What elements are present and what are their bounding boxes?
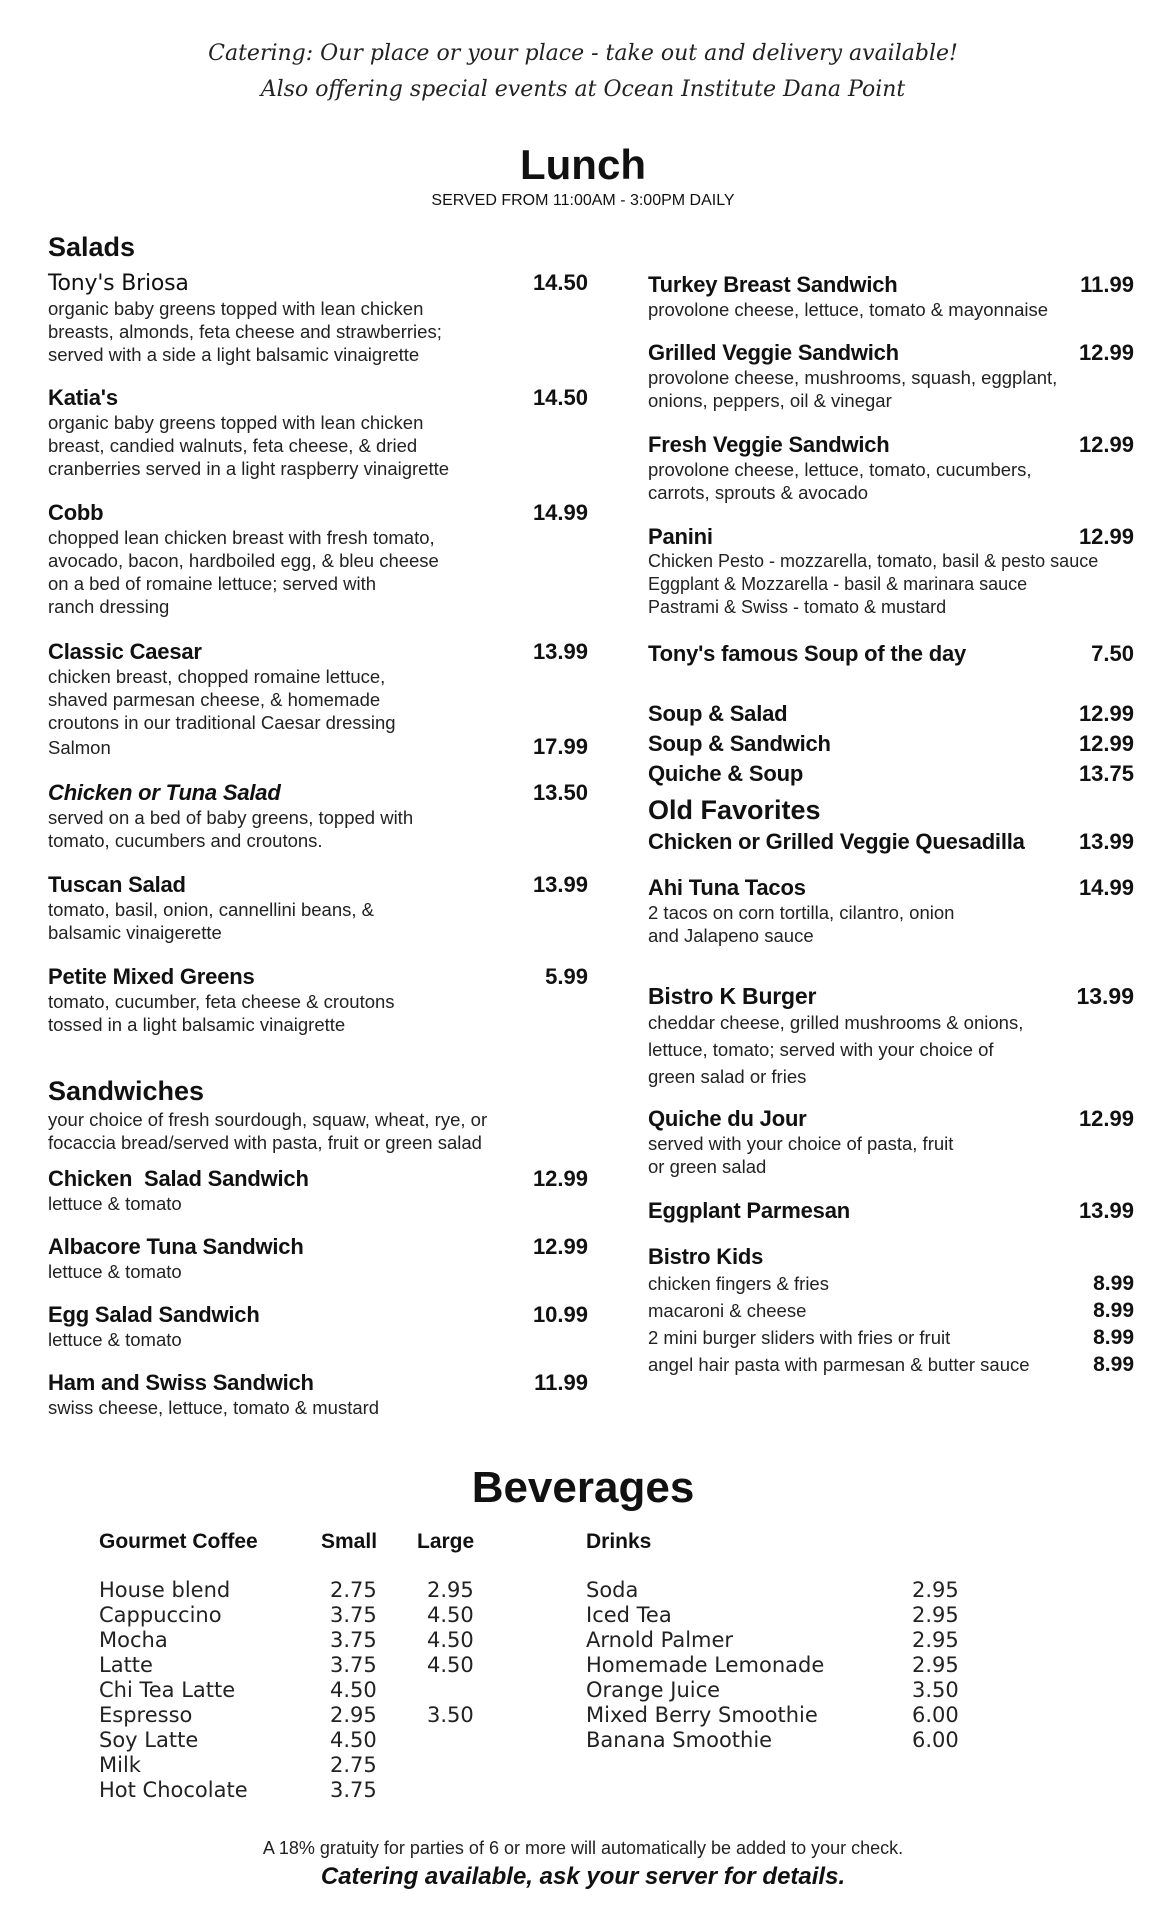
coffee-name: House blend [99, 1578, 231, 1602]
item-name: Turkey Breast Sandwich [648, 272, 898, 297]
item-name: Soup & Salad [648, 701, 788, 726]
coffee-name: Mocha [99, 1628, 168, 1652]
coffee-large-price: 3.50 [427, 1703, 474, 1727]
drink-name: Mixed Berry Smoothie [586, 1703, 818, 1727]
item-description: cheddar cheese, grilled mushrooms & onions, lettuce, tomato; served with your choice of green salad or fries [648, 1012, 1024, 1087]
menu-item-ham-swiss-sandwich [48, 1370, 588, 1419]
coffee-name: Chi Tea Latte [99, 1678, 236, 1702]
item-name: macaroni & cheese [648, 1300, 807, 1321]
item-price: 13.99 [532, 872, 588, 897]
kids-item [648, 1270, 1134, 1297]
menu-item-panini [648, 524, 1134, 619]
item-price: 8.99 [1093, 1326, 1134, 1349]
old-favorites-title: Old Favorites [648, 795, 821, 825]
item-price: 12.99 [1078, 340, 1134, 365]
item-description: lettuce & tomato [48, 1193, 182, 1214]
item-price: 7.50 [1091, 641, 1134, 666]
catering-note-bottom: Catering available, ask your server for details. [320, 1863, 846, 1890]
coffee-name: Espresso [99, 1703, 193, 1727]
menu-item-classic-caesar [48, 639, 588, 760]
item-name: Quiche du Jour [648, 1106, 807, 1131]
menu-item-egg-salad-sandwich [48, 1302, 588, 1351]
coffee-large-price [427, 1728, 474, 1753]
drink-name: Orange Juice [586, 1678, 721, 1702]
menu-item-cobb [48, 500, 588, 618]
item-price: 12.99 [532, 1166, 588, 1191]
menu-item-ahi-tuna-tacos [648, 875, 1134, 947]
kids-item [648, 1324, 1134, 1351]
coffee-large-price: 4.50 [427, 1628, 474, 1652]
item-price: 13.99 [1078, 1198, 1134, 1223]
coffee-small-price: 4.50 [330, 1678, 377, 1702]
menu-item-chicken-salad-sandwich [48, 1166, 588, 1215]
item-description: served with your choice of pasta, fruit or green salad [648, 1133, 954, 1177]
item-description: lettuce & tomato [48, 1329, 182, 1350]
coffee-large-price [427, 1753, 474, 1778]
menu-item-fresh-veggie-sandwich [648, 432, 1134, 504]
coffee-small-price: 3.75 [330, 1778, 377, 1802]
item-name: Katia's [48, 385, 118, 410]
coffee-small-price: 3.75 [330, 1628, 377, 1652]
drink-name: Banana Smoothie [586, 1728, 773, 1752]
catering-line-1: Catering: Our place or your place - take out and delivery available! [208, 41, 958, 66]
menu-item-chicken-tuna-salad [48, 780, 588, 852]
item-name: 2 mini burger sliders with fries or fruit [648, 1327, 951, 1348]
item-price: 13.99 [532, 639, 588, 664]
item-name: Chicken or Tuna Salad [48, 780, 281, 805]
drink-price: 6.00 [912, 1703, 959, 1727]
menu-item-quesadilla [648, 829, 1134, 855]
item-description: tomato, basil, onion, cannellini beans, & balsamic vinaigerette [48, 899, 375, 943]
item-name: Quiche & Soup [648, 761, 804, 786]
item-price: 11.99 [1080, 272, 1134, 297]
catering-line-2: Also offering special events at Ocean Institute Dana Point [260, 77, 906, 102]
item-name: Bistro K Burger [648, 983, 817, 1009]
item-description: provolone cheese, lettuce, tomato & mayonnaise [648, 299, 1049, 320]
coffee-small-price: 4.50 [330, 1728, 377, 1752]
drink-name: Arnold Palmer [586, 1628, 734, 1652]
drink-price: 2.95 [912, 1603, 959, 1627]
item-price: 13.99 [1076, 983, 1134, 1009]
item-price: 12.99 [1078, 432, 1134, 457]
item-name: Albacore Tuna Sandwich [48, 1234, 304, 1259]
item-name: Tuscan Salad [48, 872, 186, 897]
item-description: swiss cheese, lettuce, tomato & mustard [48, 1397, 380, 1418]
salads-title: Salads [48, 232, 136, 262]
drink-name: Soda [586, 1578, 639, 1602]
item-price: 14.99 [532, 500, 588, 525]
item-price: 8.99 [1093, 1353, 1134, 1376]
menu-item-soup-of-the-day [648, 641, 1134, 667]
item-price: 12.99 [532, 1234, 588, 1259]
item-name: Classic Caesar [48, 639, 202, 664]
salmon-option-label: Salmon [48, 737, 111, 758]
item-price: 8.99 [1093, 1299, 1134, 1322]
bistro-kids-title: Bistro Kids [648, 1244, 764, 1269]
item-description: chicken breast, chopped romaine lettuce, shaved parmesan cheese, & homemade croutons in our traditional Caesar dressing [48, 666, 396, 733]
item-name: Tony's famous Soup of the day [648, 641, 967, 666]
combo-list [648, 701, 1134, 787]
beverages-title: Beverages [471, 1463, 695, 1512]
item-description: served on a bed of baby greens, topped with tomato, cucumbers and croutons. [48, 807, 414, 851]
coffee-name: Cappuccino [99, 1603, 222, 1627]
item-name: Egg Salad Sandwich [48, 1302, 260, 1327]
coffee-name: Hot Chocolate [99, 1778, 248, 1802]
item-name: chicken fingers & fries [648, 1273, 829, 1294]
item-price: 10.99 [532, 1302, 588, 1327]
coffee-large-price: 2.95 [427, 1578, 474, 1602]
combo-item [648, 731, 1134, 757]
menu-item-eggplant-parmesan [648, 1198, 1134, 1224]
menu-item-albacore-tuna-sandwich [48, 1234, 588, 1283]
coffee-name: Latte [99, 1653, 153, 1677]
menu-item-quiche-du-jour [648, 1106, 1134, 1178]
item-description: provolone cheese, mushrooms, squash, eggplant, onions, peppers, oil & vinegar [648, 367, 1058, 411]
item-name: Soup & Sandwich [648, 731, 831, 756]
item-description: tomato, cucumber, feta cheese & croutons tossed in a light balsamic vinaigrette [48, 991, 395, 1035]
catering-note-top [0, 36, 1166, 108]
kids-item [648, 1351, 1134, 1378]
coffee-small-price: 3.75 [330, 1653, 377, 1677]
item-name: Chicken Salad Sandwich [48, 1166, 309, 1191]
drink-name: Homemade Lemonade [586, 1653, 825, 1677]
item-name: Eggplant Parmesan [648, 1198, 850, 1223]
drink-names [586, 1578, 824, 1753]
item-price: 13.50 [532, 780, 588, 805]
coffee-small-price: 2.75 [330, 1753, 377, 1777]
item-description: Chicken Pesto - mozzarella, tomato, basil & pesto sauce Eggplant & Mozzarella - basil & marinara sauce Pastrami & Swiss - tomato & mustard [648, 551, 1099, 617]
kids-item [648, 1297, 1134, 1324]
item-price: 5.99 [545, 964, 588, 989]
combo-item [648, 701, 1134, 727]
item-price: 14.99 [1078, 875, 1134, 900]
item-name: angel hair pasta with parmesan & butter sauce [648, 1354, 1030, 1375]
salmon-option-price: 17.99 [532, 734, 588, 759]
menu-item-katias [48, 385, 588, 480]
lunch-title: Lunch [520, 141, 646, 188]
drink-price: 2.95 [912, 1628, 959, 1652]
item-price: 12.99 [1078, 1106, 1134, 1131]
coffee-name: Soy Latte [99, 1728, 199, 1752]
item-description: chopped lean chicken breast with fresh tomato, avocado, bacon, hardboiled egg, & bleu cheese on a bed of romaine lettuce; served with ranch dressing [48, 527, 439, 617]
menu-item-bistro-k-burger [648, 983, 1134, 1090]
bistro-kids [648, 1244, 1134, 1378]
item-price: 13.99 [1078, 829, 1134, 854]
menu-item-tonys-briosa [48, 270, 588, 366]
item-name: Grilled Veggie Sandwich [648, 340, 899, 365]
sandwiches-title: Sandwiches [48, 1076, 205, 1106]
gratuity-note: A 18% gratuity for parties of 6 or more will automatically be added to your check. [262, 1838, 904, 1858]
item-name: Petite Mixed Greens [48, 964, 255, 989]
item-name: Ham and Swiss Sandwich [48, 1370, 314, 1395]
coffee-name: Milk [99, 1753, 141, 1777]
item-price: 8.99 [1093, 1272, 1134, 1295]
drink-price: 2.95 [912, 1653, 959, 1677]
coffee-small-price: 2.95 [330, 1703, 377, 1727]
sandwiches-intro: your choice of fresh sourdough, squaw, wheat, rye, or focaccia bread/served with pasta, fruit or green salad [48, 1109, 488, 1153]
coffee-small-price: 3.75 [330, 1603, 377, 1627]
item-name: Panini [648, 524, 713, 549]
drink-price: 2.95 [912, 1578, 959, 1602]
item-price: 12.99 [1078, 731, 1134, 756]
coffee-large-prices [427, 1578, 474, 1803]
lunch-served-hours: SERVED FROM 11:00AM - 3:00PM DAILY [431, 192, 735, 209]
drink-name: Iced Tea [586, 1603, 672, 1627]
drink-price: 6.00 [912, 1728, 959, 1752]
drink-price: 3.50 [912, 1678, 959, 1702]
coffee-header: Gourmet Coffee [99, 1530, 258, 1553]
coffee-names [99, 1578, 248, 1803]
item-price: 13.75 [1078, 761, 1134, 786]
item-price: 14.50 [532, 385, 588, 410]
left-column [48, 230, 588, 1419]
combo-item [648, 761, 1134, 787]
menu-item-tuscan-salad [48, 872, 588, 944]
item-name: Ahi Tuna Tacos [648, 875, 806, 900]
item-price: 11.99 [534, 1370, 588, 1395]
coffee-large-price [427, 1778, 474, 1803]
menu-item-petite-mixed-greens [48, 964, 588, 1036]
item-description: organic baby greens topped with lean chicken breast, candied walnuts, feta cheese, & dried cranberries served in a light raspberry vinaigrette [48, 412, 450, 479]
item-name: Chicken or Grilled Veggie Quesadilla [648, 829, 1025, 854]
drinks-header: Drinks [586, 1530, 652, 1553]
item-description: 2 tacos on corn tortilla, cilantro, onion and Jalapeno sauce [648, 902, 955, 946]
large-header: Large [417, 1530, 475, 1553]
item-description: lettuce & tomato [48, 1261, 182, 1282]
item-price: 12.99 [1078, 701, 1134, 726]
coffee-large-price [427, 1678, 474, 1703]
menu-item-grilled-veggie-sandwich [648, 340, 1134, 412]
item-description: organic baby greens topped with lean chicken breasts, almonds, feta cheese and strawberries; served with a side a light balsamic vinaigrette [48, 298, 442, 365]
item-price: 12.99 [1078, 524, 1134, 549]
item-name: Fresh Veggie Sandwich [648, 432, 890, 457]
item-name: Tony's Briosa [48, 271, 189, 296]
coffee-small-price: 2.75 [330, 1578, 377, 1602]
small-header: Small [321, 1530, 378, 1553]
coffee-large-price: 4.50 [427, 1603, 474, 1627]
coffee-small-prices [330, 1578, 377, 1803]
coffee-large-price: 4.50 [427, 1653, 474, 1677]
right-column [648, 272, 1134, 1378]
drink-prices [912, 1578, 959, 1753]
item-price: 14.50 [532, 270, 588, 295]
item-name: Cobb [48, 500, 104, 525]
menu-item-turkey-breast-sandwich [648, 272, 1134, 321]
item-description: provolone cheese, lettuce, tomato, cucumbers, carrots, sprouts & avocado [648, 459, 1032, 503]
